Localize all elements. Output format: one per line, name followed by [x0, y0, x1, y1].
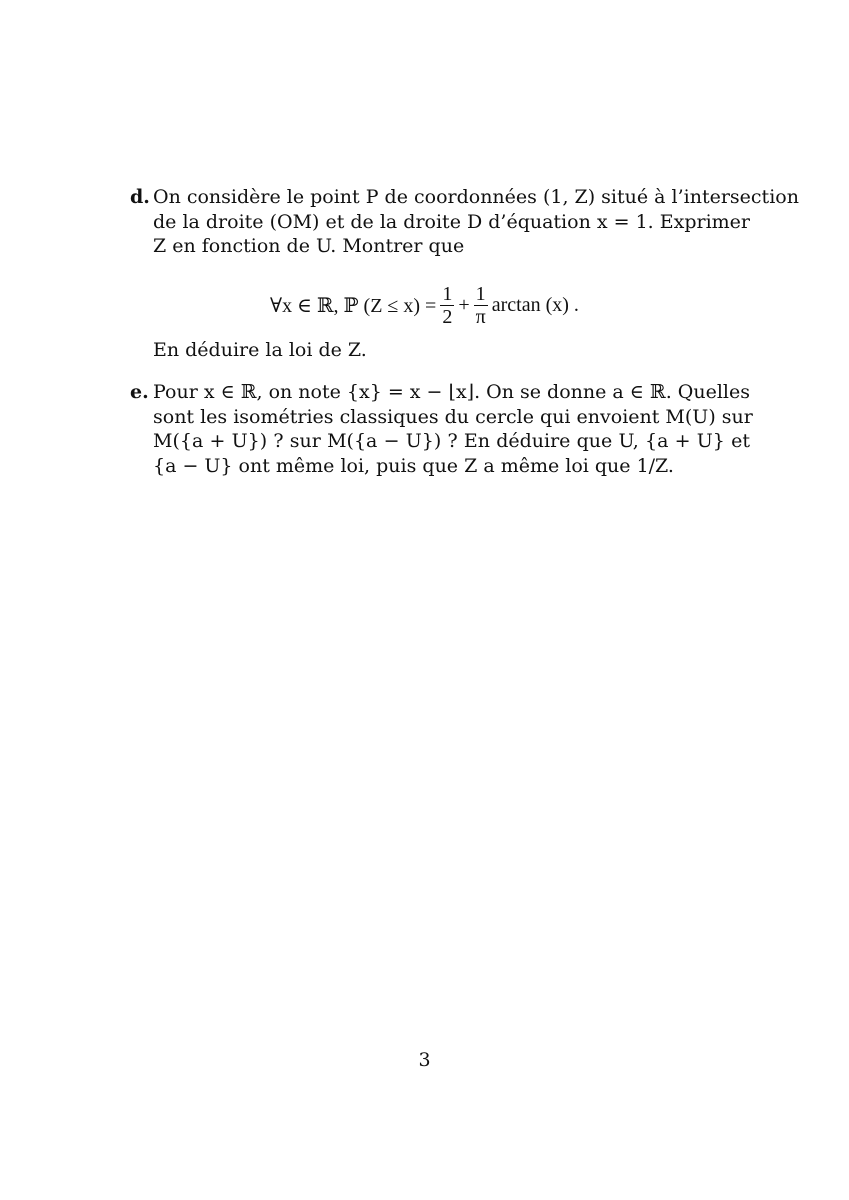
page-number: 3 — [418, 1049, 431, 1071]
item-e-text — [153, 380, 753, 478]
formula-lhs: ∀x ∈ ℝ, ℙ (Z ≤ x) = — [270, 294, 437, 317]
item-d-text — [153, 185, 799, 259]
item-d-line-3: Z en fonction de U. Montrer que — [153, 235, 465, 257]
item-e-line-2: sont les isométries classiques du cercle qui envoient M(U) sur — [153, 405, 753, 428]
item-e-line-1: Pour x ∈ ℝ, on note {x} = x − ⌊x⌋. On se donne a ∈ ℝ. Quelles — [153, 381, 750, 403]
item-marker-d: d. — [130, 186, 150, 208]
exercise-item-e — [130, 380, 753, 478]
item-e-line-4: {a − U} ont même loi, puis que Z a même loi que 1/Z. — [153, 454, 674, 477]
fraction-denominator: 2 — [442, 305, 453, 328]
display-formula — [270, 283, 579, 327]
fraction-denominator: π — [475, 305, 486, 328]
item-e-line-3: M({a + U}) ? sur M({a − U}) ? En déduire que U, {a + U} et — [153, 430, 750, 452]
item-marker-e: e. — [130, 381, 149, 403]
fraction-one-over-pi — [474, 284, 488, 327]
fraction-numerator: 1 — [475, 282, 486, 305]
item-d-conclusion: En déduire la loi de Z. — [153, 339, 367, 361]
fraction-numerator: 1 — [442, 282, 453, 305]
exercise-item-d — [130, 185, 799, 259]
fraction-one-half — [440, 284, 454, 327]
item-d-line-2: de la droite (OM) et de la droite D d’équation x = 1. Exprimer — [153, 210, 750, 233]
formula-rhs: arctan (x) . — [491, 293, 579, 316]
item-d-line-1: On considère le point P de coordonnées (1, Z) situé à l’intersection — [153, 186, 799, 208]
formula-plus: + — [458, 293, 470, 316]
